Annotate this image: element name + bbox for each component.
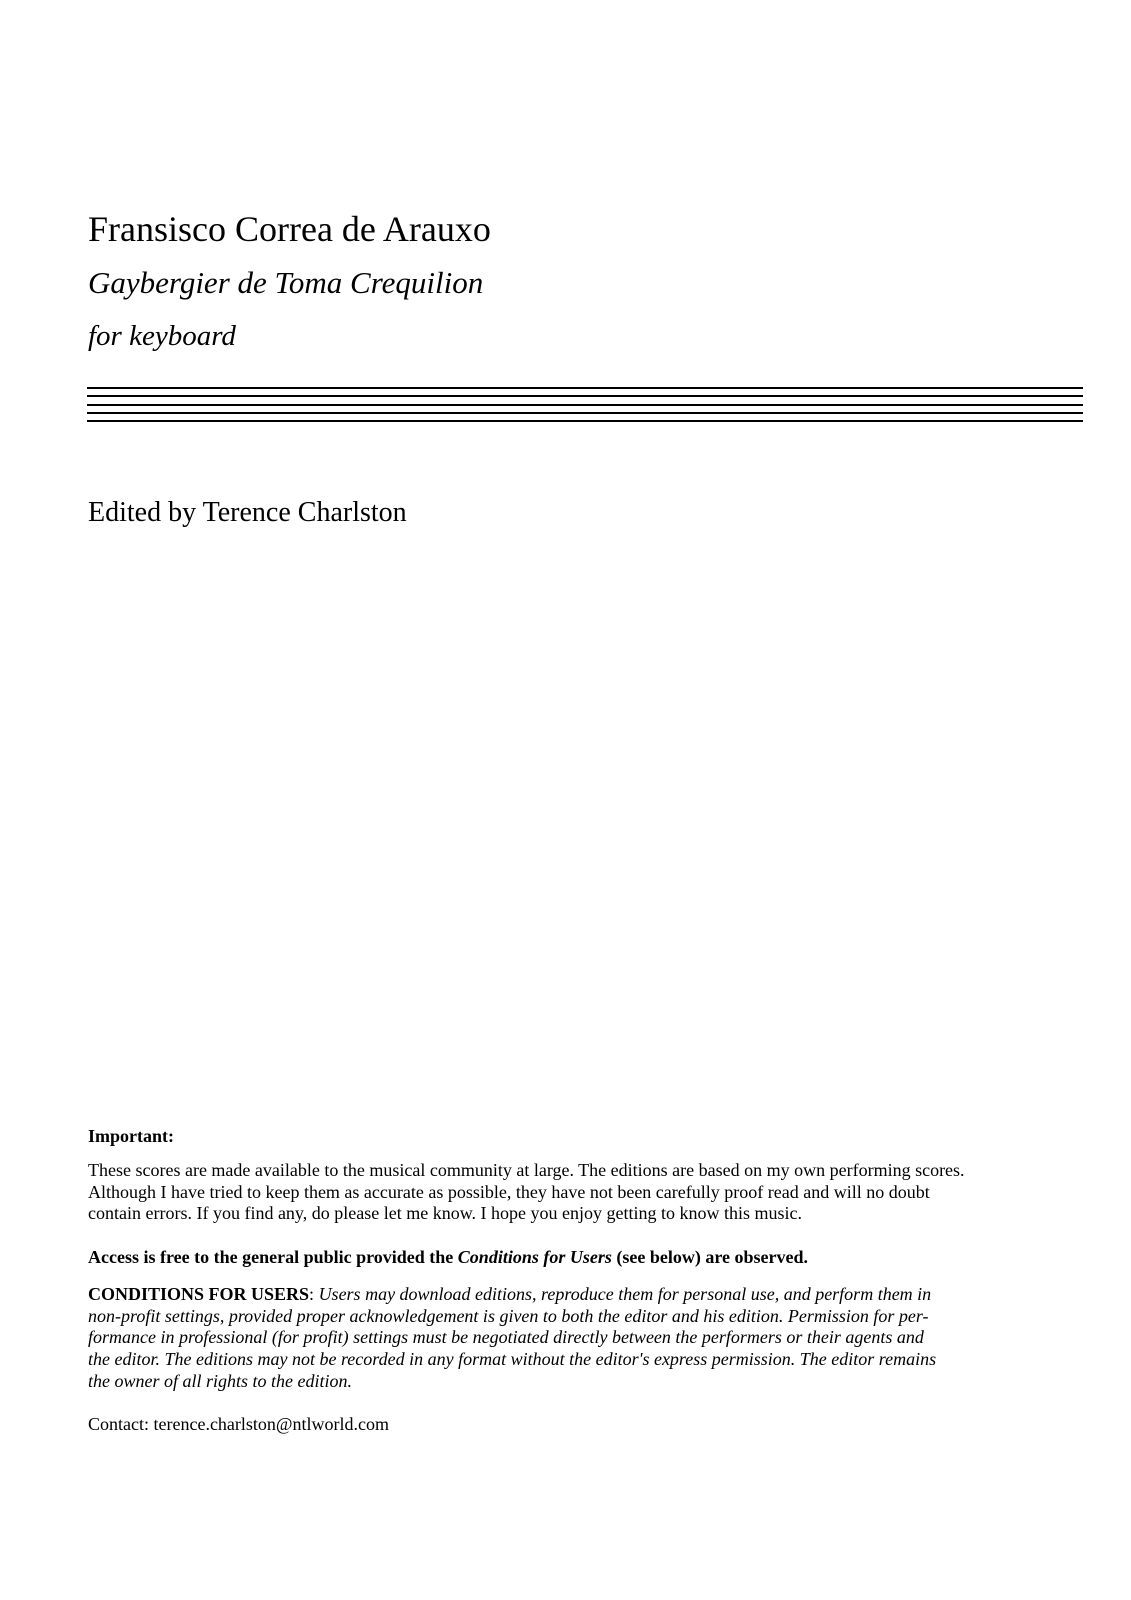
conditions-heading: CONDITIONS FOR USERS — [88, 1284, 310, 1304]
contact-line: Contact: terence.charlston@ntlworld.com — [88, 1414, 389, 1434]
conditions-for-users-reference: Conditions for Users — [457, 1247, 612, 1267]
editor-credit: Edited by Terence Charlston — [88, 497, 407, 528]
instrumentation-label: for keyboard — [88, 320, 236, 352]
conditions-line: formance in professional (for profit) settings must be negotiated directly between the performers or their agents and — [88, 1327, 924, 1348]
availability-paragraph — [88, 1160, 1023, 1225]
staff-line — [87, 420, 1083, 422]
composer-name: Fransisco Correa de Arauxo — [88, 209, 491, 249]
important-heading: Important: — [88, 1126, 174, 1146]
conditions-line — [88, 1284, 1023, 1306]
availability-line: Although I have tried to keep them as accurate as possible, they have not been carefully proof read and will no doubt — [88, 1181, 930, 1202]
musical-staff — [87, 387, 1083, 422]
staff-line — [87, 404, 1083, 406]
staff-line — [87, 387, 1083, 389]
staff-line — [87, 412, 1083, 414]
staff-line — [87, 395, 1083, 397]
conditions-first-line: Users may download editions, reproduce them for personal use, and perform them in — [318, 1284, 932, 1304]
conditions-line: the owner of all rights to the edition. — [88, 1370, 352, 1391]
access-statement-suffix: (see below) are observed. — [611, 1247, 808, 1267]
piece-title: Gaybergier de Toma Crequilion — [88, 265, 484, 300]
conditions-line: non-profit settings, provided proper acknowledgement is given to both the editor and his edition. Permission for per- — [88, 1305, 929, 1326]
access-statement — [88, 1247, 1023, 1269]
conditions-separator: : — [309, 1284, 319, 1304]
availability-line: contain errors. If you find any, do please let me know. I hope you enjoy getting to know this music. — [88, 1203, 803, 1224]
availability-line: These scores are made available to the musical community at large. The editions are based on my own performing scores. — [88, 1160, 965, 1180]
conditions-line: the editor. The editions may not be recorded in any format without the editor's express permission. The editor remains — [88, 1349, 937, 1370]
access-statement-prefix: Access is free to the general public provided the — [88, 1247, 458, 1267]
conditions-paragraph — [88, 1284, 1023, 1393]
